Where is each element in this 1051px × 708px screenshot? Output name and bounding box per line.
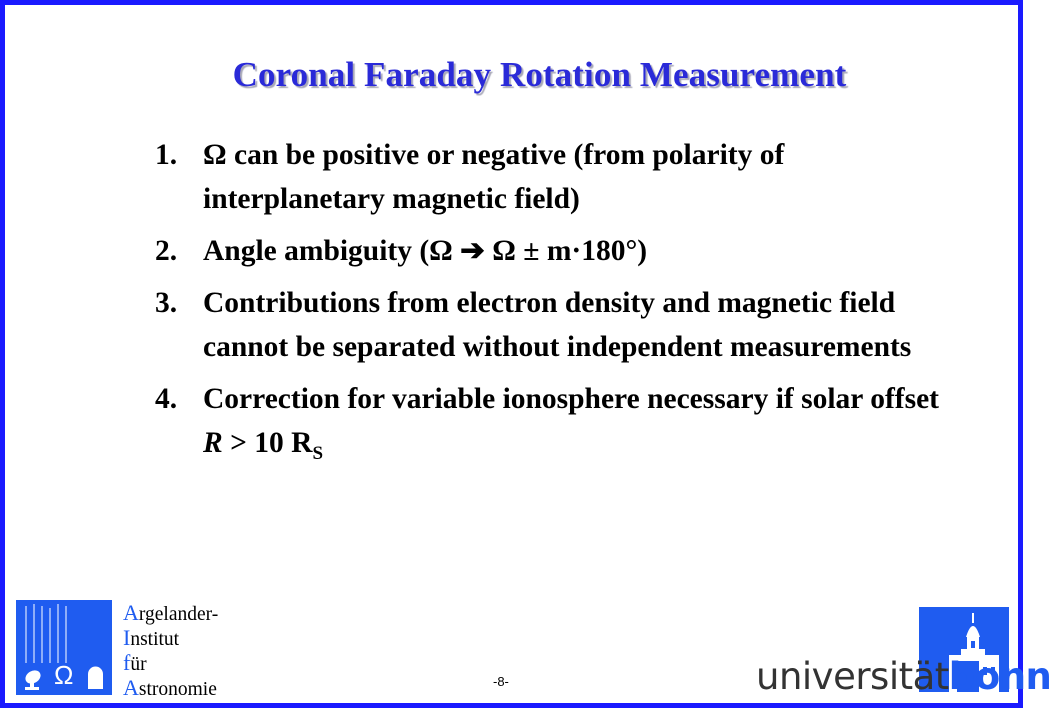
institute-line (123, 601, 218, 626)
aifa-logo-icon (16, 600, 112, 695)
initial-letter: I (123, 625, 131, 650)
list-item (155, 281, 955, 369)
line-rest: nstitut (130, 629, 180, 650)
institute-name (123, 601, 218, 701)
list-item (155, 133, 955, 221)
initial-letter: f (123, 650, 131, 675)
list-text-part: > 10 R (230, 427, 313, 459)
slide-title: Coronal Faraday Rotation Measurement (232, 55, 847, 94)
initial-letter: A (123, 675, 139, 700)
list-text-part: Correction for variable ionosphere necessary if solar offset (203, 383, 940, 415)
list-number: 2. (155, 235, 178, 267)
omega-symbol: Ω (54, 660, 74, 690)
institute-line (123, 651, 218, 676)
wordmark-bonn: bonn (948, 655, 1051, 698)
line-rest: ür (130, 654, 147, 675)
list-number: 3. (155, 287, 178, 319)
page-number: -8- (493, 674, 509, 689)
numbered-list (155, 133, 955, 473)
list-item (155, 229, 955, 273)
institute-line (123, 626, 218, 651)
initial-letter: A (123, 600, 139, 625)
variable-r: R (203, 427, 223, 459)
list-text (203, 377, 955, 465)
list-text: Angle ambiguity (Ω ➔ Ω ± m·180°) (203, 235, 648, 267)
wordmark-prefix: universität (756, 655, 949, 698)
subscript-s: S (312, 443, 324, 464)
list-item (155, 377, 955, 465)
university-wordmark (756, 655, 1051, 699)
list-text: Contributions from electron density and magnetic field cannot be separated without independent measurements (203, 287, 912, 363)
list-text: Ω can be positive or negative (from polarity of interplanetary magnetic field) (203, 139, 785, 215)
line-rest: rgelander- (138, 604, 219, 625)
list-number: 1. (155, 139, 178, 171)
list-number: 4. (155, 383, 178, 415)
line-rest: stronomie (138, 679, 217, 700)
institute-line (123, 676, 218, 701)
